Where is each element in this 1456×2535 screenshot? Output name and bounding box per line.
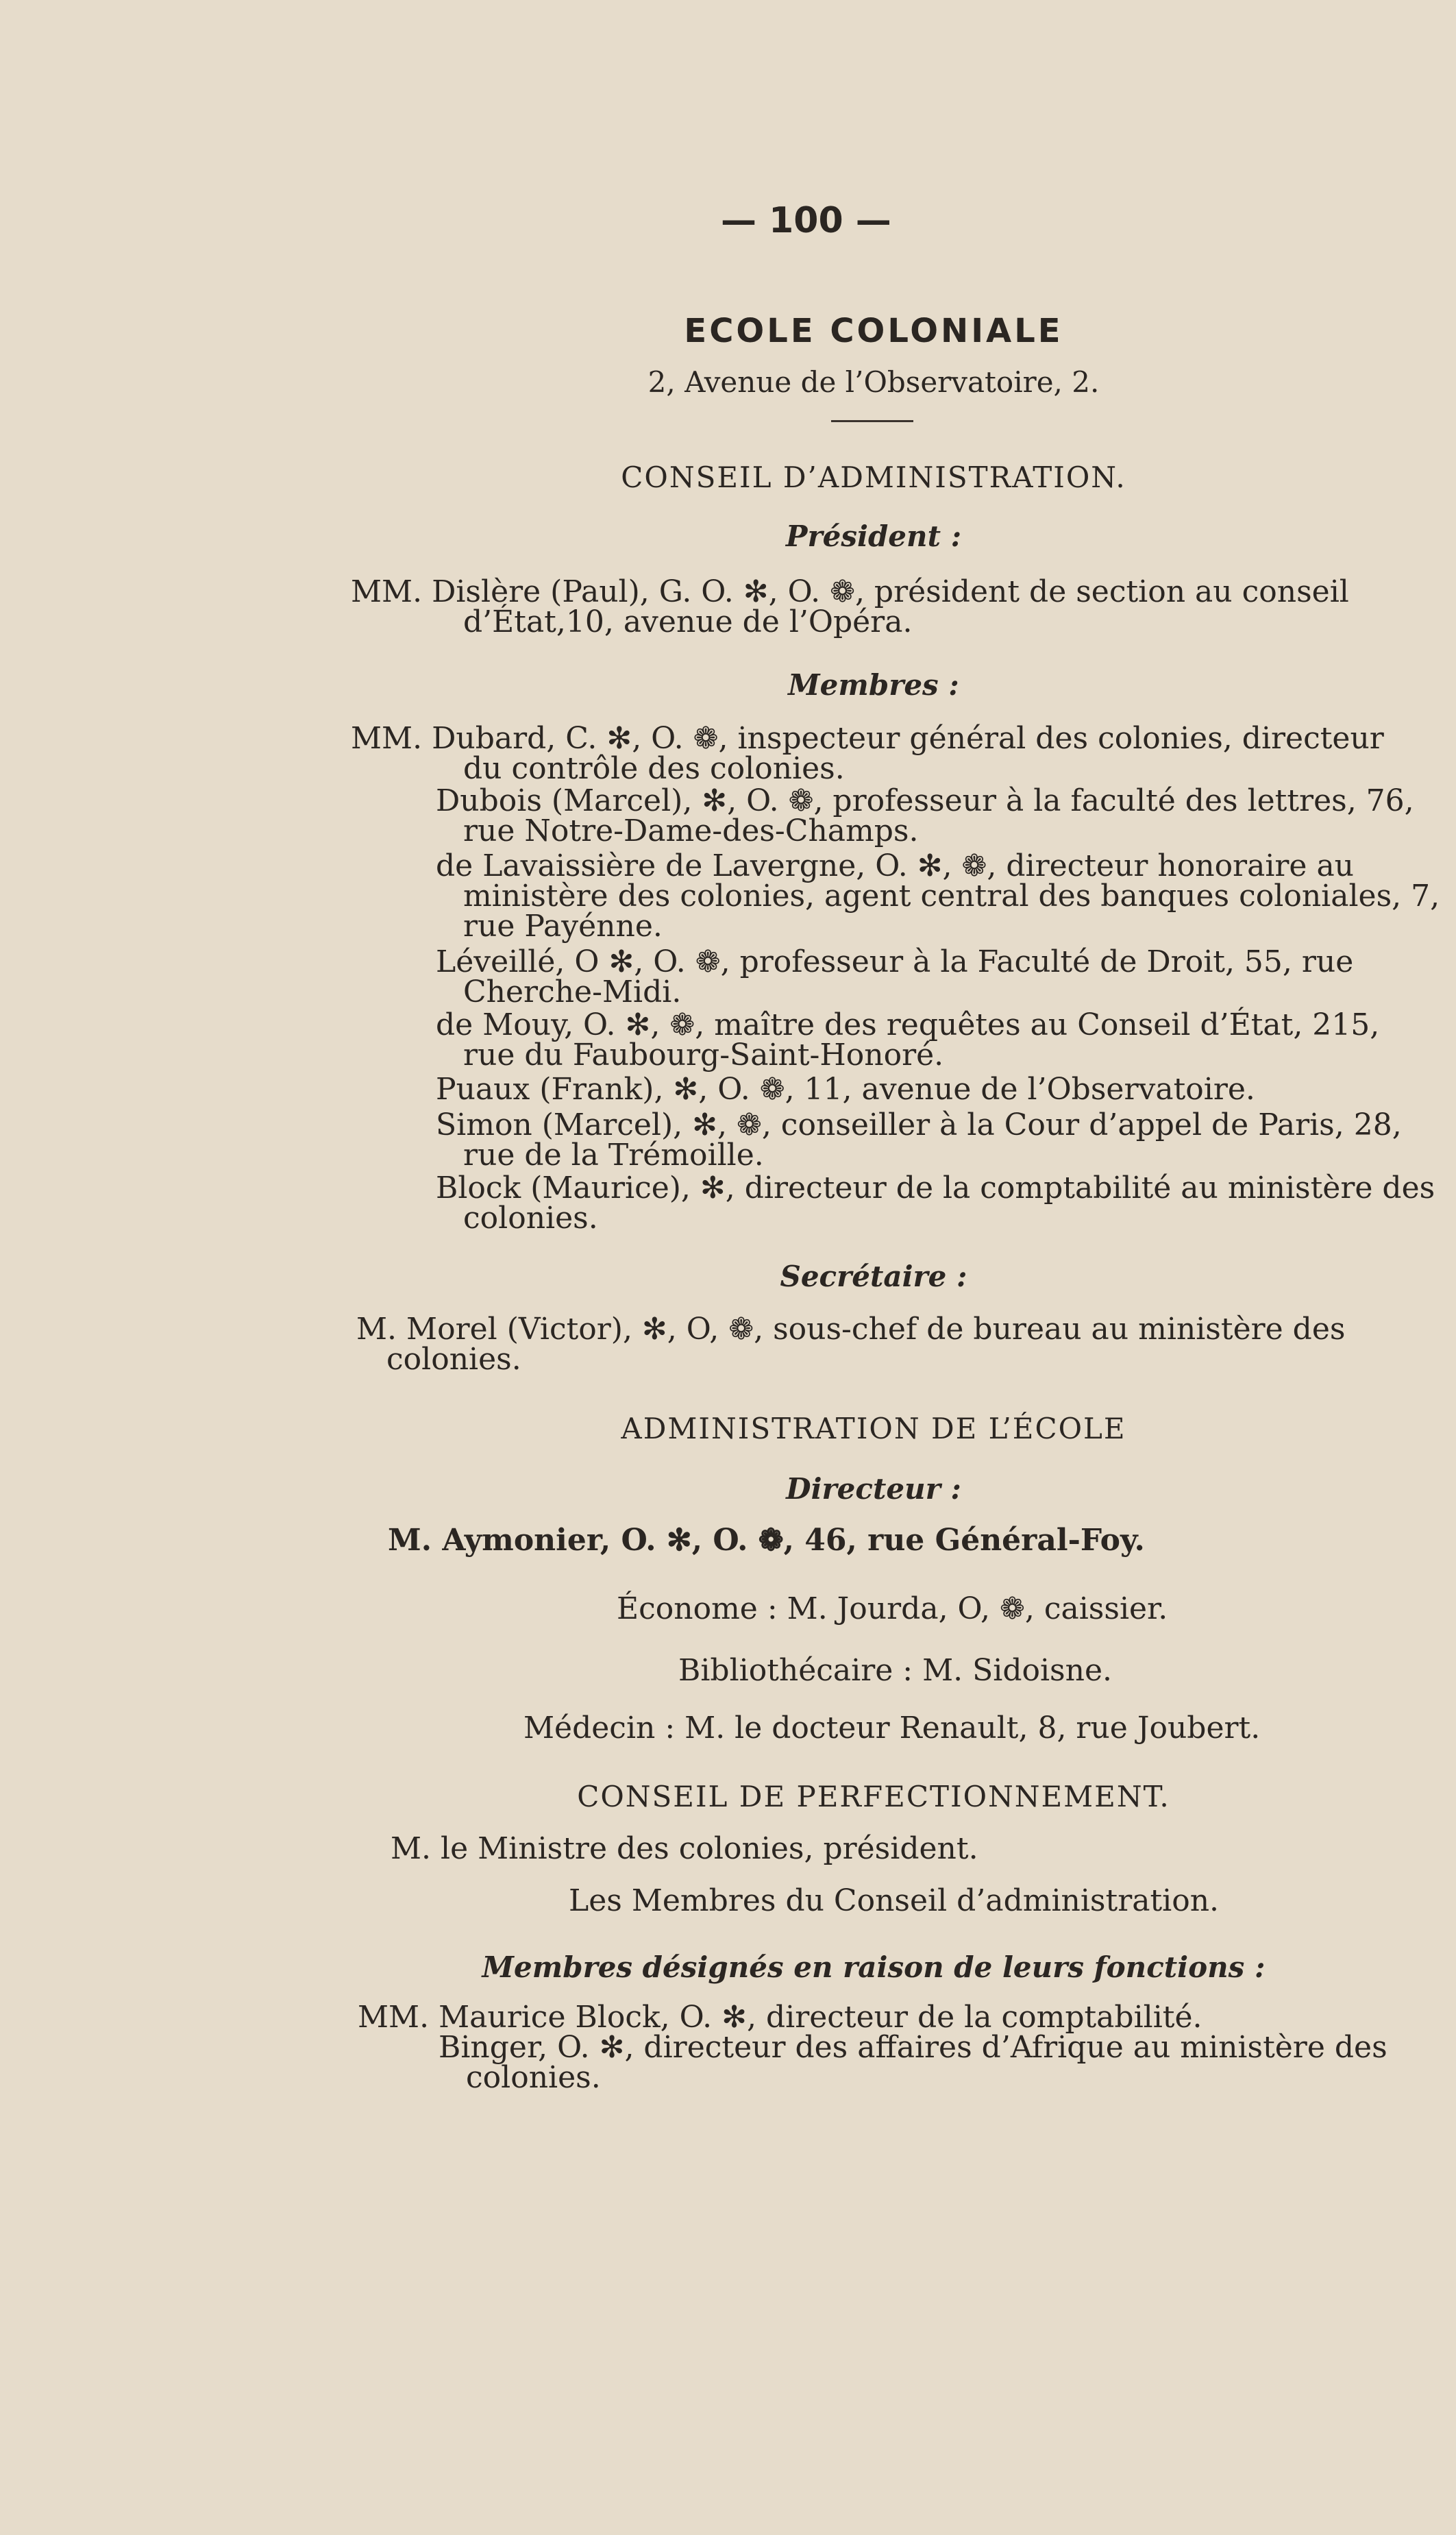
- member-line-2: rue du Faubourg-Saint-Honoré.: [463, 1038, 944, 1073]
- medecin-entry: [523, 1711, 1261, 1746]
- heading-conseil-administration: CONSEIL D’ADMINISTRATION.: [621, 461, 1126, 494]
- bibliothecaire-entry: [678, 1653, 1112, 1688]
- member-entry-leveille: [436, 944, 1354, 1009]
- membres-conseil-administration: [569, 1883, 1220, 1918]
- bibliothecaire-line: Bibliothécaire : M. Sidoisne.: [678, 1653, 1112, 1688]
- member-entry-lavaissiere: [436, 848, 1440, 944]
- medecin-line: Médecin : M. le docteur Renault, 8, rue Joubert.: [523, 1711, 1261, 1746]
- member-entry-dubois: [436, 783, 1414, 848]
- directeur-line: M. Aymonier, O. ✻, O. ❁, 46, rue Général-Foy.: [388, 1523, 1145, 1558]
- label-membres: Membres :: [788, 668, 959, 702]
- member-designe-block: [358, 2000, 1202, 2035]
- member-line-2: colonies.: [463, 1201, 598, 1236]
- member-line-2: rue de la Trémoille.: [463, 1138, 764, 1173]
- label-membres-designes: Membres désignés en raison de leurs fonctions :: [482, 1950, 1266, 1984]
- member-line-1: Dubois (Marcel), ✻, O. ❁, professeur à la faculté des lettres, 76,: [436, 783, 1414, 818]
- member-designe-binger: [439, 2030, 1387, 2095]
- econome-line: Économe : M. Jourda, O, ❁, caissier.: [617, 1591, 1168, 1626]
- member-line-2: ministère des colonies, agent central des banques coloniales, 7,: [463, 879, 1440, 914]
- label-secretaire: Secrétaire :: [780, 1260, 967, 1293]
- directeur-entry: [388, 1523, 1145, 1558]
- member-entry-dubard: [351, 721, 1384, 786]
- heading-conseil-perfectionnement: CONSEIL DE PERFECTIONNEMENT.: [577, 1780, 1170, 1813]
- perfectionnement-president-line: M. le Ministre des colonies, président.: [391, 1831, 978, 1866]
- president-entry: [351, 574, 1349, 639]
- member-entry-puaux: [436, 1072, 1255, 1107]
- member-line-1: de Lavaissière de Lavergne, O. ✻, ❁, directeur honoraire au: [436, 848, 1355, 883]
- member-line-1: MM. Dubard, C. ✻, O. ❁, inspecteur général des colonies, directeur: [351, 721, 1384, 756]
- member-line-1: Puaux (Frank), ✻, O. ❁, 11, avenue de l’Observatoire.: [436, 1072, 1255, 1107]
- member-designe-line: MM. Maurice Block, O. ✻, directeur de la comptabilité.: [358, 2000, 1202, 2035]
- president-line-2: d’État,10, avenue de l’Opéra.: [463, 604, 913, 639]
- secretaire-line-2: colonies.: [386, 1342, 521, 1377]
- member-entry-block: [436, 1173, 1435, 1234]
- document-title: ECOLE COLONIALE: [684, 312, 1063, 350]
- econome-entry: [617, 1591, 1168, 1626]
- member-designe-line-2: colonies.: [466, 2060, 601, 2095]
- secretaire-line-1: M. Morel (Victor), ✻, O, ❁, sous-chef de bureau au ministère des: [356, 1312, 1346, 1347]
- secretaire-entry: [356, 1314, 1345, 1375]
- member-line-1: Léveillé, O ✻, O. ❁, professeur à la Faculté de Droit, 55, rue: [436, 944, 1354, 979]
- member-line-2: du contrôle des colonies.: [463, 751, 845, 786]
- address-line: 2, Avenue de l’Observatoire, 2.: [647, 365, 1100, 399]
- member-line-1: Simon (Marcel), ✻, ❁, conseiller à la Cour d’appel de Paris, 28,: [436, 1107, 1402, 1142]
- label-directeur: Directeur :: [786, 1472, 961, 1506]
- membres-ca-line: Les Membres du Conseil d’administration.: [569, 1883, 1220, 1918]
- heading-administration-ecole: ADMINISTRATION DE L’ÉCOLE: [621, 1412, 1126, 1445]
- president-line-1: MM. Dislère (Paul), G. O. ✻, O. ❁, président de section au conseil: [351, 574, 1349, 609]
- member-line-2: Cherche-Midi.: [463, 975, 682, 1009]
- member-entry-simon: [436, 1107, 1402, 1173]
- member-line-1: de Mouy, O. ✻, ❁, maître des requêtes au Conseil d’État, 215,: [436, 1007, 1380, 1042]
- member-line-2: rue Notre-Dame-des-Champs.: [463, 813, 919, 848]
- member-entry-mouy: [436, 1007, 1380, 1073]
- member-line-1: Block (Maurice), ✻, directeur de la comptabilité au ministère des: [436, 1171, 1435, 1205]
- perfectionnement-president: [391, 1831, 978, 1866]
- member-designe-line-1: Binger, O. ✻, directeur des affaires d’Afrique au ministère des: [439, 2030, 1387, 2065]
- page-number: — 100 —: [721, 200, 891, 241]
- member-line-3: rue Payénne.: [463, 909, 663, 944]
- label-president: Président :: [785, 519, 962, 553]
- divider-rule: [831, 420, 913, 422]
